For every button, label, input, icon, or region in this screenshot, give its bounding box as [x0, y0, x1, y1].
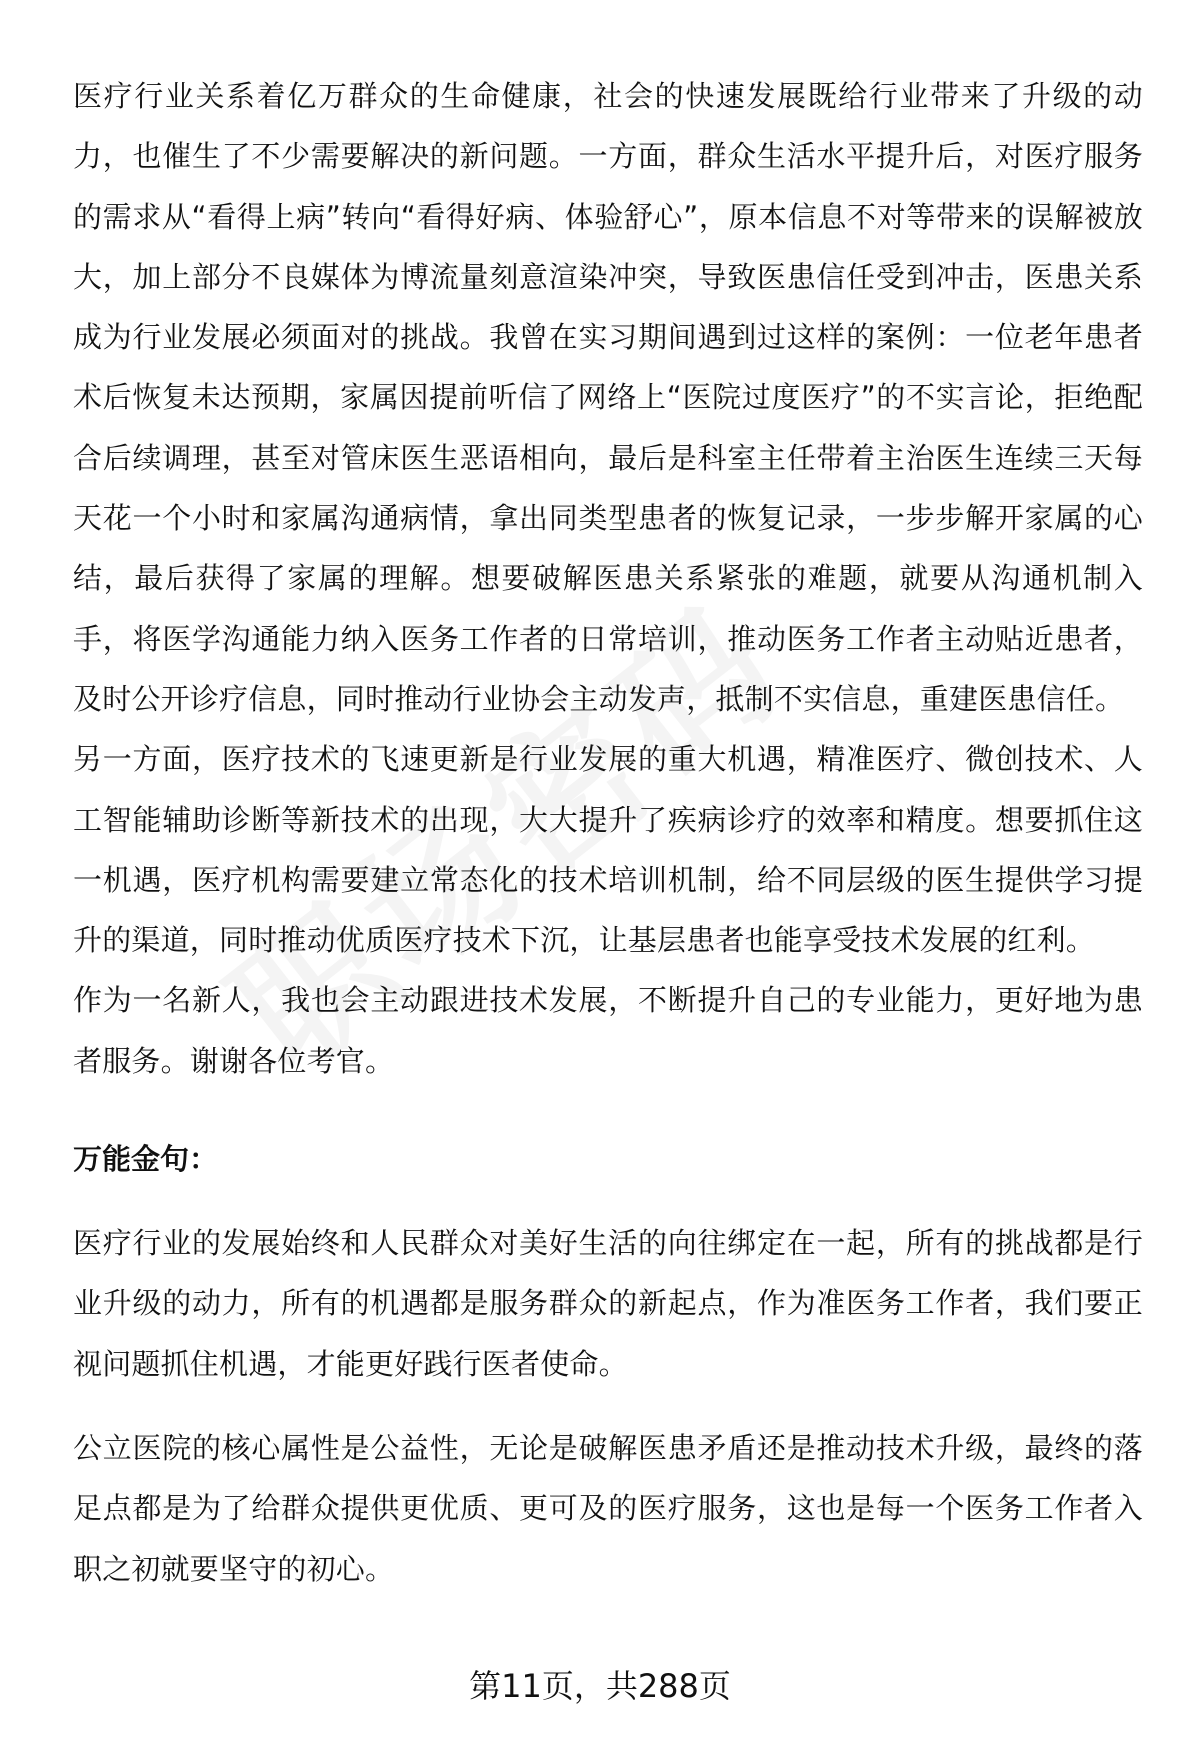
quote-paragraph: 公立医院的核心属性是公益性，无论是破解医患矛盾还是推动技术升级，最终的落足点都是为了给群众提供更优质、更可及的医疗服务，这也是每一个医务工作者入职之初就要坚守的初心。: [73, 1430, 1143, 1586]
section-heading: 万能金句：: [73, 1142, 219, 1177]
quote-paragraph: 医疗行业的发展始终和人民群众对美好生活的向往绑定在一起，所有的挑战都是行业升级的动力，所有的机遇都是服务群众的新起点，作为准医务工作者，我们要正视问题抓住机遇，才能更好践行医者使命。: [73, 1226, 1143, 1381]
document-body: [73, 66, 1143, 1599]
spacer: [73, 1189, 1143, 1213]
paragraph-opportunities: 另一方面，医疗技术的飞速更新是行业发展的重大机遇，精准医疗、微创技术、人工智能辅助诊断等新技术的出现，大大提升了疾病诊疗的效率和精度。想要抓住这一机遇，医疗机构需要建立常态化的技术培训机制，给不同层级的医生提供学习提升的渠道，同时推动优质医疗技术下沉，让基层患者也能享受技术发展的红利。: [73, 742, 1143, 958]
paragraph-closing: 作为一名新人，我也会主动跟进技术发展，不断提升自己的专业能力，更好地为患者服务。谢谢各位考官。: [73, 983, 1143, 1078]
spacer: [73, 1091, 1143, 1129]
paragraph-challenges: 医疗行业关系着亿万群众的生命健康，社会的快速发展既给行业带来了升级的动力，也催生了不少需要解决的新问题。一方面，群众生活水平提升后，对医疗服务的需求从“看得上病”转向“看得好病、体验舒心”，原本信息不对等带来的误解被放大，加上部分不良媒体为博流量刻意渲染冲突，导致医患信任受到冲击，医患关系成为行业发展必须面对的挑战。我曾在实习期间遇到过这样的案例：一位老年患者术后恢复未达预期，家属因提前听信了网络上“医院过度医疗”的不实言论，拒绝配合后续调理，甚至对管床医生恶语相向，最后是科室主任带着主治医生连续三天每天花一个小时和家属沟通病情，拿出同类型患者的恢复记录，一步步解开家属的心结，最后获得了家属的理解。想要破解医患关系紧张的难题，就要从沟通机制入手，将医学沟通能力纳入医务工作者的日常培训，推动医务工作者主动贴近患者，及时公开诊疗信息，同时推动行业协会主动发声，抵制不实信息，重建医患信任。: [73, 79, 1143, 716]
page-number: 第11页，共288页: [469, 1667, 731, 1705]
spacer: [73, 1394, 1143, 1418]
